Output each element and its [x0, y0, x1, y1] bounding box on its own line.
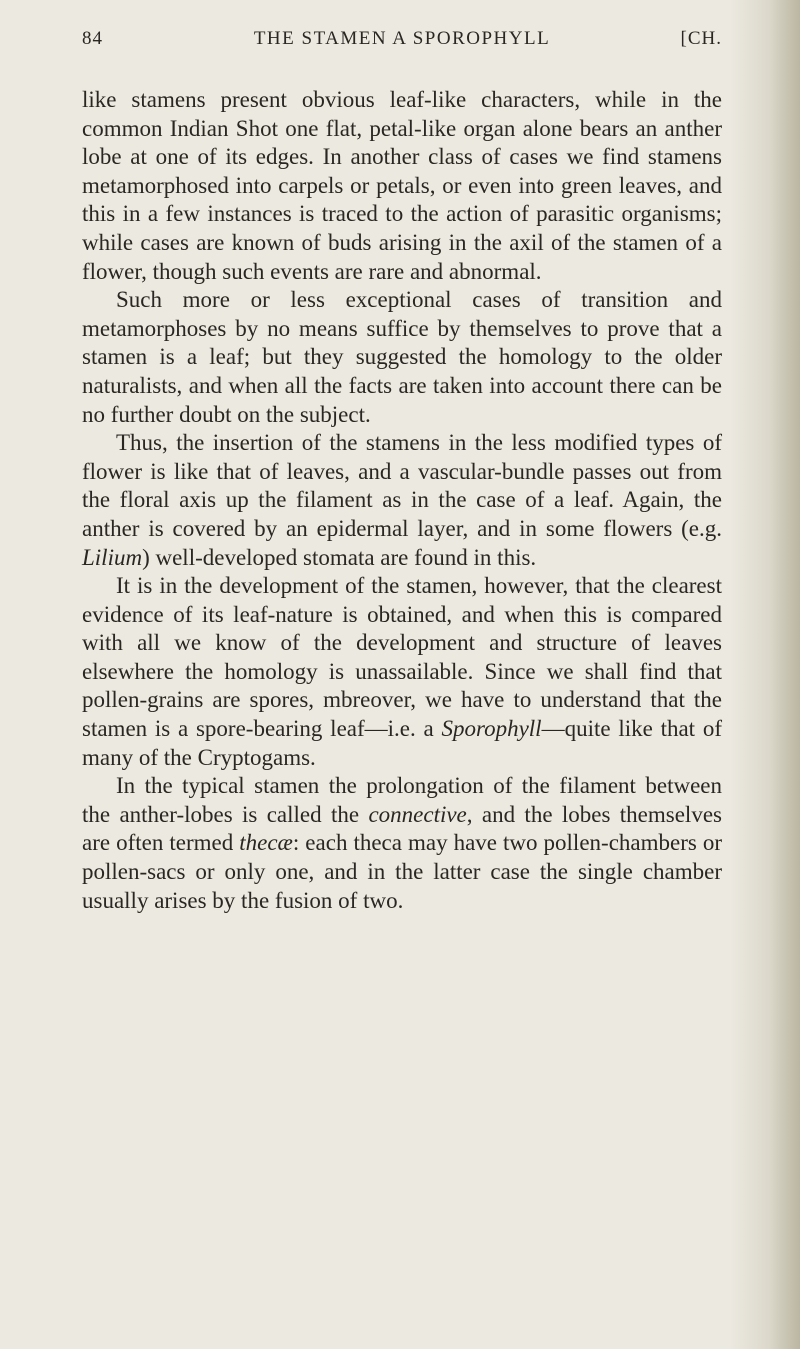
paragraph-4: [82, 572, 722, 772]
text-run: —quite like that of many of the Cryptogams.: [82, 716, 722, 770]
italic-term: Lilium: [82, 544, 143, 570]
text-run: : each theca may have two pollen-chambers or pollen-sacs or only one, and in the latter case the single chamber usually arises by the fusion of two.: [82, 830, 722, 913]
text-run: In the typical stamen the prolongation of the filament between the anther-lobes is called the: [82, 773, 722, 827]
text-run: Such more or less exceptional cases of transition and metamorphoses by no means suffice by themselves to prove that a stamen is a leaf; but they suggested the homology to the older naturalists, and when all the facts are taken into account there can be no further doubt on the subject.: [82, 287, 722, 427]
page-edge-shadow: [730, 0, 800, 1349]
body-text: [82, 86, 722, 915]
italic-term: connective: [368, 801, 467, 827]
text-run: It is in the development of the stamen, however, that the clearest evidence of its leaf-nature is obtained, and when this is compared with all we know of the development and structure of leaves elsewhere the homology is unassailable. Since we shall find that pollen-grains are spores, mbreover, we have to understand that the stamen is a spore-bearing leaf—i.e. a: [82, 573, 722, 742]
text-run: Thus, the insertion of the stamens in the less modified types of flower is like that of leaves, and a vascular-bundle passes out from the floral axis up the filament as in the case of a leaf. Again, the anther is covered by an epidermal layer, and in some flowers (e.g.: [82, 430, 722, 541]
paragraph-2: [82, 286, 722, 429]
text-run: like stamens present obvious leaf-like characters, while in the common Indian Shot one flat, petal-like organ alone bears an anther lobe at one of its edges. In another class of cases we find stamens metamorphosed into carpels or petals, or even into green leaves, and this in a few instances is traced to the action of parasitic organisms; while cases are known of buds arising in the axil of the stamen of a flower, though such events are rare and abnormal.: [82, 87, 722, 284]
paragraph-1: [82, 86, 722, 286]
text-run: , and the lobes themselves are often termed: [82, 801, 722, 856]
running-header: [82, 28, 722, 58]
italic-term: Sporophyll: [441, 716, 542, 742]
text-run: ) well-developed stomata are found in this.: [142, 544, 537, 570]
paragraph-3: [82, 429, 722, 572]
page-number: 84: [82, 28, 103, 49]
italic-term: thecæ: [239, 830, 293, 856]
paragraph-5: [82, 772, 722, 915]
chapter-label: [CH.: [680, 28, 722, 49]
running-title: THE STAMEN A SPOROPHYLL: [253, 28, 551, 49]
